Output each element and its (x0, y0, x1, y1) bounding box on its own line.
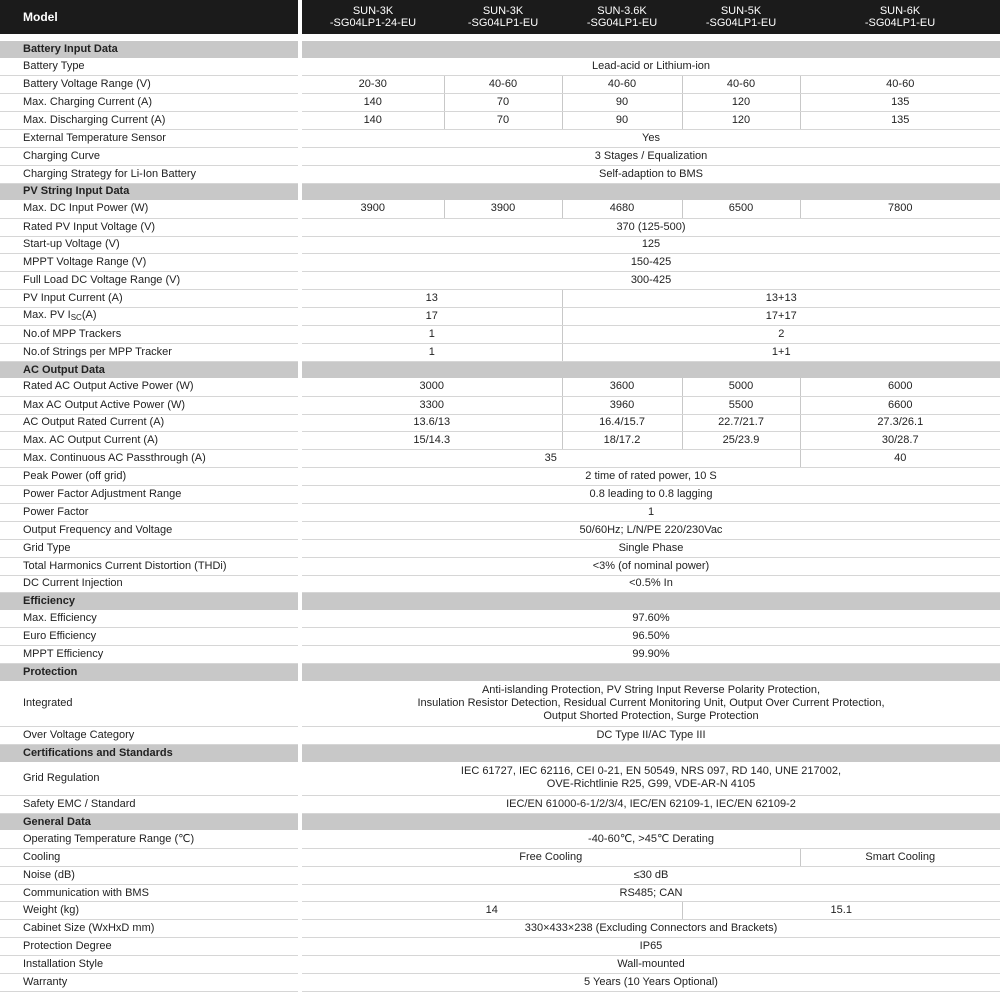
table-row: Weight (kg) 14 15.1 (0, 902, 1000, 920)
table-row: Integrated Anti-islanding Protection, PV String Input Reverse Polarity Protection, Insulation Resistor Detection, Residual Current Monitoring Unit, Output Over Current Protection, Output Shorted Protection, Surge Protection (0, 681, 1000, 727)
table-row: Max AC Output Active Power (W) 3300 3960 5500 6600 (0, 396, 1000, 414)
table-row: Charging Strategy for Li-Ion Battery Self-adaption to BMS (0, 165, 1000, 183)
table-row: Max. Discharging Current (A) 140 70 90 120 135 (0, 112, 1000, 130)
table-row: Battery Voltage Range (V) 20-30 40-60 40-60 40-60 40-60 (0, 76, 1000, 94)
table-row: Protection Degree IP65 (0, 938, 1000, 956)
model-header-4: SUN-5K -SG04LP1-EU (682, 0, 800, 34)
section-ac: AC Output Data (0, 361, 1000, 378)
table-row: PV Input Current (A) 13 13+13 (0, 290, 1000, 308)
table-row: Max. DC Input Power (W) 3900 3900 4680 6500 7800 (0, 200, 1000, 218)
model-header-1: SUN-3K -SG04LP1-24-EU (302, 0, 444, 34)
table-row: Battery Type Lead-acid or Lithium-ion (0, 58, 1000, 76)
table-row: No.of Strings per MPP Tracker 1 1+1 (0, 343, 1000, 361)
table-row: Peak Power (off grid) 2 time of rated power, 10 S (0, 468, 1000, 486)
section-efficiency: Efficiency (0, 593, 1000, 610)
table-row: No.of MPP Trackers 1 2 (0, 325, 1000, 343)
table-row: AC Output Rated Current (A) 13.6/13 16.4/15.7 22.7/21.7 27.3/26.1 (0, 414, 1000, 432)
table-row: Power Factor Adjustment Range 0.8 leading to 0.8 lagging (0, 486, 1000, 504)
table-row: Grid Type Single Phase (0, 539, 1000, 557)
table-row: Output Frequency and Voltage 50/60Hz; L/N/PE 220/230Vac (0, 521, 1000, 539)
table-row: Cooling Free Cooling Smart Cooling (0, 848, 1000, 866)
table-row: External Temperature Sensor Yes (0, 130, 1000, 148)
header-row (0, 0, 1000, 34)
section-battery: Battery Input Data (0, 41, 1000, 58)
table-row: Rated PV Input Voltage (V) 370 (125-500) (0, 218, 1000, 236)
table-row: Max. Continuous AC Passthrough (A) 35 40 (0, 450, 1000, 468)
model-header-5: SUN-6K -SG04LP1-EU (800, 0, 1000, 34)
section-pv: PV String Input Data (0, 183, 1000, 200)
section-protection: Protection (0, 664, 1000, 681)
table-row: Max. PV $I_{SC}(A)$ 17 17+17 (0, 308, 1000, 326)
table-row: Full Load DC Voltage Range (V) 300-425 (0, 272, 1000, 290)
section-general: General Data (0, 813, 1000, 830)
table-row: Warranty 5 Years (10 Years Optional) (0, 974, 1000, 992)
table-row: MPPT Voltage Range (V) 150-425 (0, 254, 1000, 272)
table-row: Max. Efficiency 97.60% (0, 610, 1000, 628)
table-row: Safety EMC / Standard IEC/EN 61000-6-1/2/3/4, IEC/EN 62109-1, IEC/EN 62109-2 (0, 796, 1000, 814)
section-certifications: Certifications and Standards (0, 745, 1000, 762)
table-row: Euro Efficiency 96.50% (0, 628, 1000, 646)
model-header-2: SUN-3K -SG04LP1-EU (444, 0, 562, 34)
model-label: Model (0, 0, 298, 34)
table-row: Start-up Voltage (V) 125 (0, 236, 1000, 254)
table-row: Installation Style Wall-mounted (0, 956, 1000, 974)
table-row: MPPT Efficiency 99.90% (0, 646, 1000, 664)
table-row: Charging Curve 3 Stages / Equalization (0, 147, 1000, 165)
table-row: DC Current Injection <0.5% In (0, 575, 1000, 593)
model-header-3: SUN-3.6K -SG04LP1-EU (562, 0, 682, 34)
table-row: Noise (dB) ≤30 dB (0, 866, 1000, 884)
table-row: Over Voltage Category DC Type II/AC Type III (0, 727, 1000, 745)
table-row: Communication with BMS RS485; CAN (0, 884, 1000, 902)
table-row: Power Factor 1 (0, 503, 1000, 521)
table-row: Total Harmonics Current Distortion (THDi) <3% (of nominal power) (0, 557, 1000, 575)
table-row: Max. Charging Current (A) 140 70 90 120 135 (0, 94, 1000, 112)
table-row: Rated AC Output Active Power (W) 3000 3600 5000 6000 (0, 378, 1000, 396)
table-row: Operating Temperature Range (℃) -40-60℃, >45℃ Derating (0, 830, 1000, 848)
table-row: Cabinet Size (WxHxD mm) 330×433×238 (Excluding Connectors and Brackets) (0, 920, 1000, 938)
table-row: Grid Regulation IEC 61727, IEC 62116, CEI 0-21, EN 50549, NRS 097, RD 140, UNE 217002, OVE-Richtlinie R25, G99, VDE-AR-N 4105 (0, 762, 1000, 796)
table-row: Max. AC Output Current (A) 15/14.3 18/17.2 25/23.9 30/28.7 (0, 432, 1000, 450)
